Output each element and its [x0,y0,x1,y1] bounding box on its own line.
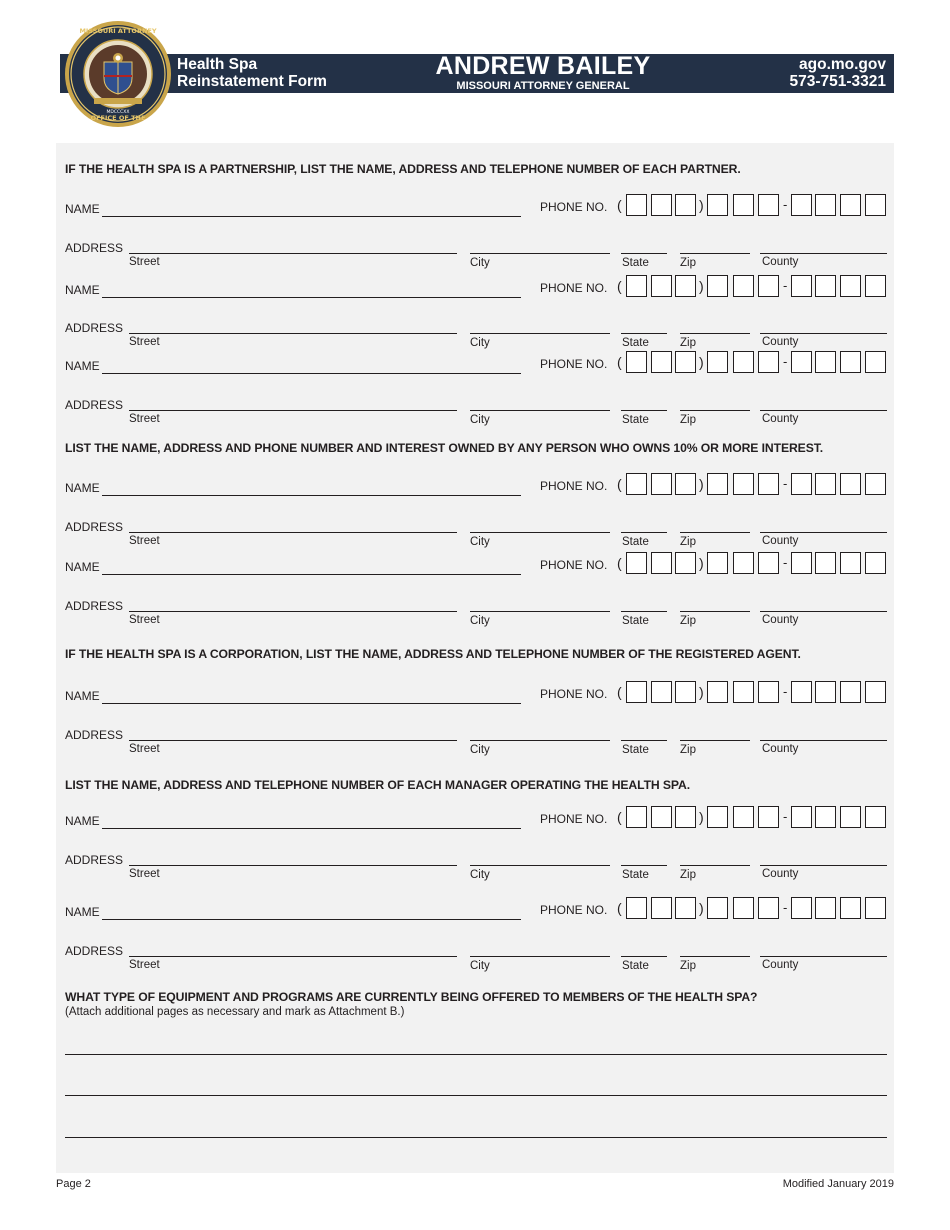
equipment-answer-line[interactable] [65,1137,887,1138]
phone-line-digit-box[interactable] [815,552,836,574]
equipment-note: (Attach additional pages as necessary and mark as Attachment B.) [65,1006,405,1018]
address-label: ADDRESS [65,398,124,412]
name-label: NAME [65,283,100,297]
street-field-7[interactable] [129,956,457,957]
phone-close-paren: ) [699,476,704,492]
state-sublabel: State [622,744,649,756]
name-field-7[interactable] [102,919,521,920]
city-sublabel: City [470,744,490,756]
zip-sublabel: Zip [680,744,696,756]
county-field-1[interactable] [760,333,887,334]
modified-date: Modified January 2019 [782,1178,894,1190]
svg-text:MISSOURI ATTORNEY: MISSOURI ATTORNEY [79,27,157,35]
county-field-6[interactable] [760,865,887,866]
zip-field-3[interactable] [680,532,750,533]
city-field-7[interactable] [470,956,610,957]
phone-line-digit-box[interactable] [815,194,836,216]
contact-block [789,56,886,90]
street-sublabel: Street [129,959,160,971]
phone-prefix-digit-box[interactable] [733,681,754,703]
name-field-2[interactable] [102,373,521,374]
city-field-6[interactable] [470,865,610,866]
phone-line-digit-box[interactable] [815,681,836,703]
phone-close-paren: ) [699,197,704,213]
city-field-5[interactable] [470,740,610,741]
city-field-0[interactable] [470,253,610,254]
phone-line-digit-box[interactable] [865,552,886,574]
phone-label: PHONE NO. [540,558,608,572]
phone-dash: - [783,354,788,369]
phone-open-paren: ( [617,900,622,916]
phone-line-digit-box[interactable] [865,681,886,703]
city-sublabel: City [470,960,490,972]
phone-area-digit-box[interactable] [626,473,647,495]
phone-line-digit-box[interactable] [791,194,812,216]
state-field-7[interactable] [621,956,667,957]
zip-field-0[interactable] [680,253,750,254]
phone-area-digit-box[interactable] [651,473,672,495]
phone-dash: - [783,809,788,824]
phone-label: PHONE NO. [540,479,608,493]
city-sublabel: City [470,615,490,627]
county-field-0[interactable] [760,253,887,254]
phone-prefix-digit-box[interactable] [758,552,779,574]
street-sublabel: Street [129,256,160,268]
attorney-general-title: MISSOURI ATTORNEY GENERAL [456,80,630,92]
phone-line-digit-box[interactable] [865,473,886,495]
phone-open-paren: ( [617,197,622,213]
address-label: ADDRESS [65,599,124,613]
attorney-general-name: ANDREW BAILEY [435,52,651,80]
name-label: NAME [65,560,100,574]
phone-area-digit-box[interactable] [651,194,672,216]
street-field-3[interactable] [129,532,457,533]
phone-area-digit-box[interactable] [626,194,647,216]
county-field-2[interactable] [760,410,887,411]
phone-dash: - [783,684,788,699]
phone-line-digit-box[interactable] [865,897,886,919]
page-number: Page 2 [56,1178,91,1190]
form-title [177,56,327,90]
phone-line-digit-box[interactable] [840,897,861,919]
phone-area-digit-box[interactable] [675,897,696,919]
name-label: NAME [65,359,100,373]
phone-text: 573-751-3321 [789,73,886,90]
county-field-3[interactable] [760,532,887,533]
phone-line-digit-box[interactable] [840,275,861,297]
city-field-2[interactable] [470,410,610,411]
phone-area-digit-box[interactable] [651,806,672,828]
name-field-4[interactable] [102,574,521,575]
street-field-0[interactable] [129,253,457,254]
phone-area-digit-box[interactable] [651,275,672,297]
name-field-3[interactable] [102,495,521,496]
phone-prefix-digit-box[interactable] [707,681,728,703]
county-sublabel: County [762,413,799,425]
attorney-general-block [418,53,668,92]
phone-area-digit-box[interactable] [626,552,647,574]
phone-prefix-digit-box[interactable] [733,351,754,373]
state-field-4[interactable] [621,611,667,612]
street-field-4[interactable] [129,611,457,612]
name-label: NAME [65,905,100,919]
zip-sublabel: Zip [680,337,696,349]
phone-area-digit-box[interactable] [651,681,672,703]
phone-area-digit-box[interactable] [626,897,647,919]
phone-prefix-digit-box[interactable] [707,806,728,828]
zip-sublabel: Zip [680,414,696,426]
county-sublabel: County [762,256,799,268]
phone-line-digit-box[interactable] [815,897,836,919]
svg-text:MDCCCXX: MDCCCXX [106,110,130,115]
name-field-5[interactable] [102,703,521,704]
phone-close-paren: ) [699,278,704,294]
phone-prefix-digit-box[interactable] [758,351,779,373]
phone-open-paren: ( [617,555,622,571]
county-sublabel: County [762,959,799,971]
phone-label: PHONE NO. [540,903,608,917]
street-field-5[interactable] [129,740,457,741]
county-sublabel: County [762,743,799,755]
phone-prefix-digit-box[interactable] [733,897,754,919]
phone-line-digit-box[interactable] [865,806,886,828]
phone-prefix-digit-box[interactable] [733,552,754,574]
phone-prefix-digit-box[interactable] [733,473,754,495]
phone-close-paren: ) [699,354,704,370]
city-sublabel: City [470,257,490,269]
county-sublabel: County [762,535,799,547]
city-field-4[interactable] [470,611,610,612]
phone-area-digit-box[interactable] [675,194,696,216]
phone-prefix-digit-box[interactable] [707,275,728,297]
phone-open-paren: ( [617,278,622,294]
street-sublabel: Street [129,413,160,425]
svg-text:OFFICE OF THE: OFFICE OF THE [90,114,146,122]
state-sublabel: State [622,869,649,881]
county-field-4[interactable] [760,611,887,612]
street-sublabel: Street [129,336,160,348]
phone-area-digit-box[interactable] [626,275,647,297]
phone-area-digit-box[interactable] [675,552,696,574]
phone-area-digit-box[interactable] [675,806,696,828]
county-field-5[interactable] [760,740,887,741]
phone-line-digit-box[interactable] [815,806,836,828]
phone-dash: - [783,476,788,491]
phone-dash: - [783,900,788,915]
phone-line-digit-box[interactable] [791,275,812,297]
address-label: ADDRESS [65,321,124,335]
name-label: NAME [65,689,100,703]
phone-prefix-digit-box[interactable] [707,194,728,216]
street-field-6[interactable] [129,865,457,866]
phone-dash: - [783,197,788,212]
phone-line-digit-box[interactable] [791,473,812,495]
city-field-3[interactable] [470,532,610,533]
phone-area-digit-box[interactable] [626,806,647,828]
phone-dash: - [783,278,788,293]
phone-prefix-digit-box[interactable] [733,275,754,297]
phone-area-digit-box[interactable] [651,351,672,373]
state-sublabel: State [622,536,649,548]
county-field-7[interactable] [760,956,887,957]
phone-prefix-digit-box[interactable] [758,194,779,216]
state-sublabel: State [622,414,649,426]
phone-prefix-digit-box[interactable] [733,194,754,216]
name-label: NAME [65,481,100,495]
phone-prefix-digit-box[interactable] [707,351,728,373]
zip-field-4[interactable] [680,611,750,612]
zip-field-6[interactable] [680,865,750,866]
name-field-6[interactable] [102,828,521,829]
phone-prefix-digit-box[interactable] [758,681,779,703]
phone-area-digit-box[interactable] [675,275,696,297]
phone-area-digit-box[interactable] [651,897,672,919]
phone-line-digit-box[interactable] [791,897,812,919]
phone-line-digit-box[interactable] [840,194,861,216]
city-sublabel: City [470,414,490,426]
section-title-owners: LIST THE NAME, ADDRESS AND PHONE NUMBER AND INTEREST OWNED BY ANY PERSON WHO OWNS 10% OR MORE INTEREST. [65,441,824,455]
address-label: ADDRESS [65,520,124,534]
website-text: ago.mo.gov [799,56,886,73]
state-sublabel: State [622,257,649,269]
city-sublabel: City [470,536,490,548]
phone-line-digit-box[interactable] [815,351,836,373]
phone-label: PHONE NO. [540,687,608,701]
phone-line-digit-box[interactable] [791,351,812,373]
phone-label: PHONE NO. [540,200,608,214]
state-seal-logo [64,20,172,128]
phone-line-digit-box[interactable] [815,473,836,495]
state-sublabel: State [622,337,649,349]
name-label: NAME [65,814,100,828]
phone-open-paren: ( [617,684,622,700]
form-title-line1: Health Spa [177,56,258,73]
phone-area-digit-box[interactable] [651,552,672,574]
phone-line-digit-box[interactable] [865,194,886,216]
zip-sublabel: Zip [680,960,696,972]
state-field-1[interactable] [621,333,667,334]
address-label: ADDRESS [65,853,124,867]
address-label: ADDRESS [65,241,124,255]
phone-line-digit-box[interactable] [840,806,861,828]
city-field-1[interactable] [470,333,610,334]
phone-line-digit-box[interactable] [840,681,861,703]
phone-close-paren: ) [699,900,704,916]
phone-line-digit-box[interactable] [791,806,812,828]
section-title-agent: IF THE HEALTH SPA IS A CORPORATION, LIST THE NAME, ADDRESS AND TELEPHONE NUMBER OF THE REGISTERED AGENT. [65,647,801,661]
phone-line-digit-box[interactable] [840,552,861,574]
section-title-equipment: WHAT TYPE OF EQUIPMENT AND PROGRAMS ARE CURRENTLY BEING OFFERED TO MEMBERS OF THE HEALTH SPA? [65,990,758,1004]
street-sublabel: Street [129,614,160,626]
phone-close-paren: ) [699,684,704,700]
state-field-3[interactable] [621,532,667,533]
phone-line-digit-box[interactable] [791,552,812,574]
street-field-2[interactable] [129,410,457,411]
state-field-0[interactable] [621,253,667,254]
state-field-5[interactable] [621,740,667,741]
county-sublabel: County [762,614,799,626]
phone-label: PHONE NO. [540,281,608,295]
phone-label: PHONE NO. [540,812,608,826]
phone-prefix-digit-box[interactable] [758,806,779,828]
street-sublabel: Street [129,743,160,755]
zip-field-5[interactable] [680,740,750,741]
phone-prefix-digit-box[interactable] [758,275,779,297]
name-field-0[interactable] [102,216,521,217]
zip-sublabel: Zip [680,536,696,548]
address-label: ADDRESS [65,944,124,958]
county-sublabel: County [762,868,799,880]
phone-open-paren: ( [617,476,622,492]
equipment-answer-line[interactable] [65,1095,887,1096]
phone-line-digit-box[interactable] [865,275,886,297]
name-label: NAME [65,202,100,216]
phone-prefix-digit-box[interactable] [707,552,728,574]
phone-area-digit-box[interactable] [675,351,696,373]
phone-line-digit-box[interactable] [840,473,861,495]
state-sublabel: State [622,615,649,627]
state-sublabel: State [622,960,649,972]
phone-line-digit-box[interactable] [840,351,861,373]
phone-dash: - [783,555,788,570]
zip-sublabel: Zip [680,869,696,881]
address-label: ADDRESS [65,728,124,742]
phone-area-digit-box[interactable] [675,681,696,703]
phone-area-digit-box[interactable] [675,473,696,495]
section-title-partners: IF THE HEALTH SPA IS A PARTNERSHIP, LIST THE NAME, ADDRESS AND TELEPHONE NUMBER OF EACH PARTNER. [65,162,741,176]
equipment-answer-line[interactable] [65,1054,887,1055]
state-field-6[interactable] [621,865,667,866]
phone-open-paren: ( [617,809,622,825]
zip-field-2[interactable] [680,410,750,411]
phone-area-digit-box[interactable] [626,351,647,373]
name-field-1[interactable] [102,297,521,298]
zip-sublabel: Zip [680,257,696,269]
phone-close-paren: ) [699,809,704,825]
street-field-1[interactable] [129,333,457,334]
phone-label: PHONE NO. [540,357,608,371]
form-title-line2: Reinstatement Form [177,73,327,90]
phone-open-paren: ( [617,354,622,370]
phone-line-digit-box[interactable] [815,275,836,297]
phone-prefix-digit-box[interactable] [758,897,779,919]
city-sublabel: City [470,869,490,881]
phone-line-digit-box[interactable] [865,351,886,373]
zip-field-7[interactable] [680,956,750,957]
zip-field-1[interactable] [680,333,750,334]
phone-area-digit-box[interactable] [626,681,647,703]
state-field-2[interactable] [621,410,667,411]
street-sublabel: Street [129,535,160,547]
phone-close-paren: ) [699,555,704,571]
phone-prefix-digit-box[interactable] [707,897,728,919]
phone-prefix-digit-box[interactable] [707,473,728,495]
phone-prefix-digit-box[interactable] [733,806,754,828]
city-sublabel: City [470,337,490,349]
street-sublabel: Street [129,868,160,880]
phone-line-digit-box[interactable] [791,681,812,703]
county-sublabel: County [762,336,799,348]
section-title-managers: LIST THE NAME, ADDRESS AND TELEPHONE NUMBER OF EACH MANAGER OPERATING THE HEALTH SPA. [65,778,691,792]
zip-sublabel: Zip [680,615,696,627]
phone-prefix-digit-box[interactable] [758,473,779,495]
